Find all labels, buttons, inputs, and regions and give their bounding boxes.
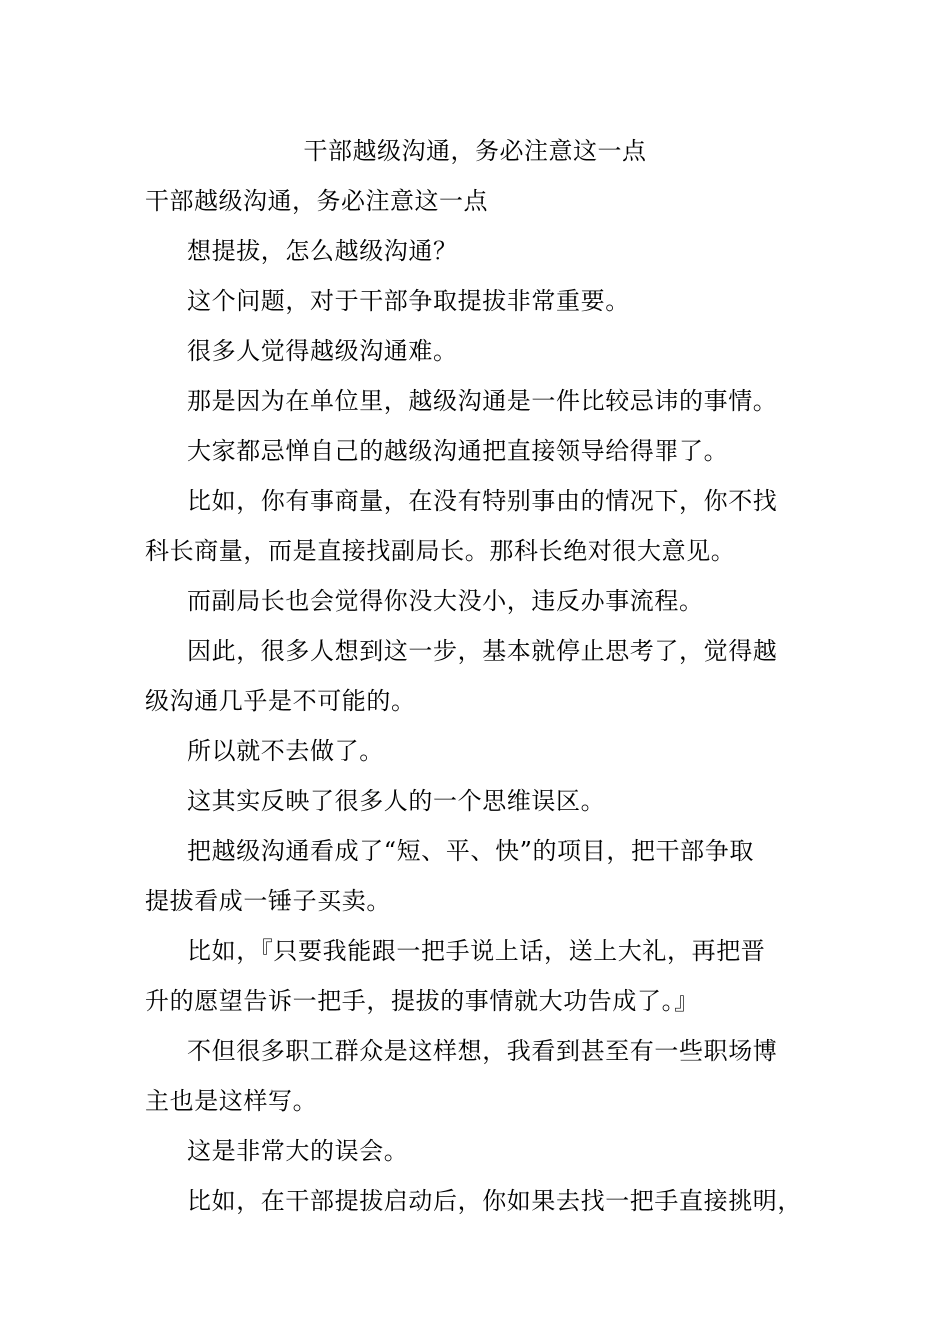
paragraph-line: 所以就不去做了。 xyxy=(187,737,384,765)
paragraph-line: 那是因为在单位里，越级沟通是一件比较忌讳的事情。 xyxy=(187,387,778,415)
body-heading-line: 干部越级沟通，务必注意这一点 xyxy=(145,187,488,215)
document-body xyxy=(145,181,815,1231)
paragraph-line: 这是非常大的误会。 xyxy=(187,1137,409,1165)
paragraph-continuation-line: 科长商量，而是直接找副局长。那科长绝对很大意见。 xyxy=(145,537,736,565)
paragraph-continuation-line: 升的愿望告诉一把手，提拔的事情就大功告成了。』 xyxy=(145,987,699,1015)
paragraph-line: 而副局长也会觉得你没大没小，违反办事流程。 xyxy=(187,587,704,615)
paragraph-line: 因此，很多人想到这一步，基本就停止思考了，觉得越 xyxy=(187,637,778,665)
paragraph-continuation-line: 级沟通几乎是不可能的。 xyxy=(145,687,416,715)
paragraph-line: 比如，你有事商量，在没有特别事由的情况下，你不找 xyxy=(187,487,778,515)
paragraph-continuation-line: 主也是这样写。 xyxy=(145,1087,318,1115)
paragraph-continuation-line: 提拔看成一锤子买卖。 xyxy=(145,887,391,915)
paragraph-line: 把越级沟通看成了“短、平、快”的项目，把干部争取 xyxy=(187,837,754,865)
paragraph-line: 大家都忌惮自己的越级沟通把直接领导给得罪了。 xyxy=(187,437,729,465)
paragraph-line: 这个问题，对于干部争取提拔非常重要。 xyxy=(187,287,630,315)
paragraph-line: 这其实反映了很多人的一个思维误区。 xyxy=(187,787,606,815)
document-title: 干部越级沟通，务必注意这一点 xyxy=(303,137,647,165)
paragraph-line: 不但很多职工群众是这样想，我看到甚至有一些职场博 xyxy=(187,1037,778,1065)
paragraph-line: 很多人觉得越级沟通难。 xyxy=(187,337,458,365)
paragraph-line: 比如，『只要我能跟一把手说上话，送上大礼，再把晋 xyxy=(187,937,766,965)
paragraph-line: 比如，在干部提拔启动后，你如果去找一把手直接挑明， xyxy=(187,1187,802,1215)
paragraph-line: 想提拔，怎么越级沟通？ xyxy=(187,237,458,265)
